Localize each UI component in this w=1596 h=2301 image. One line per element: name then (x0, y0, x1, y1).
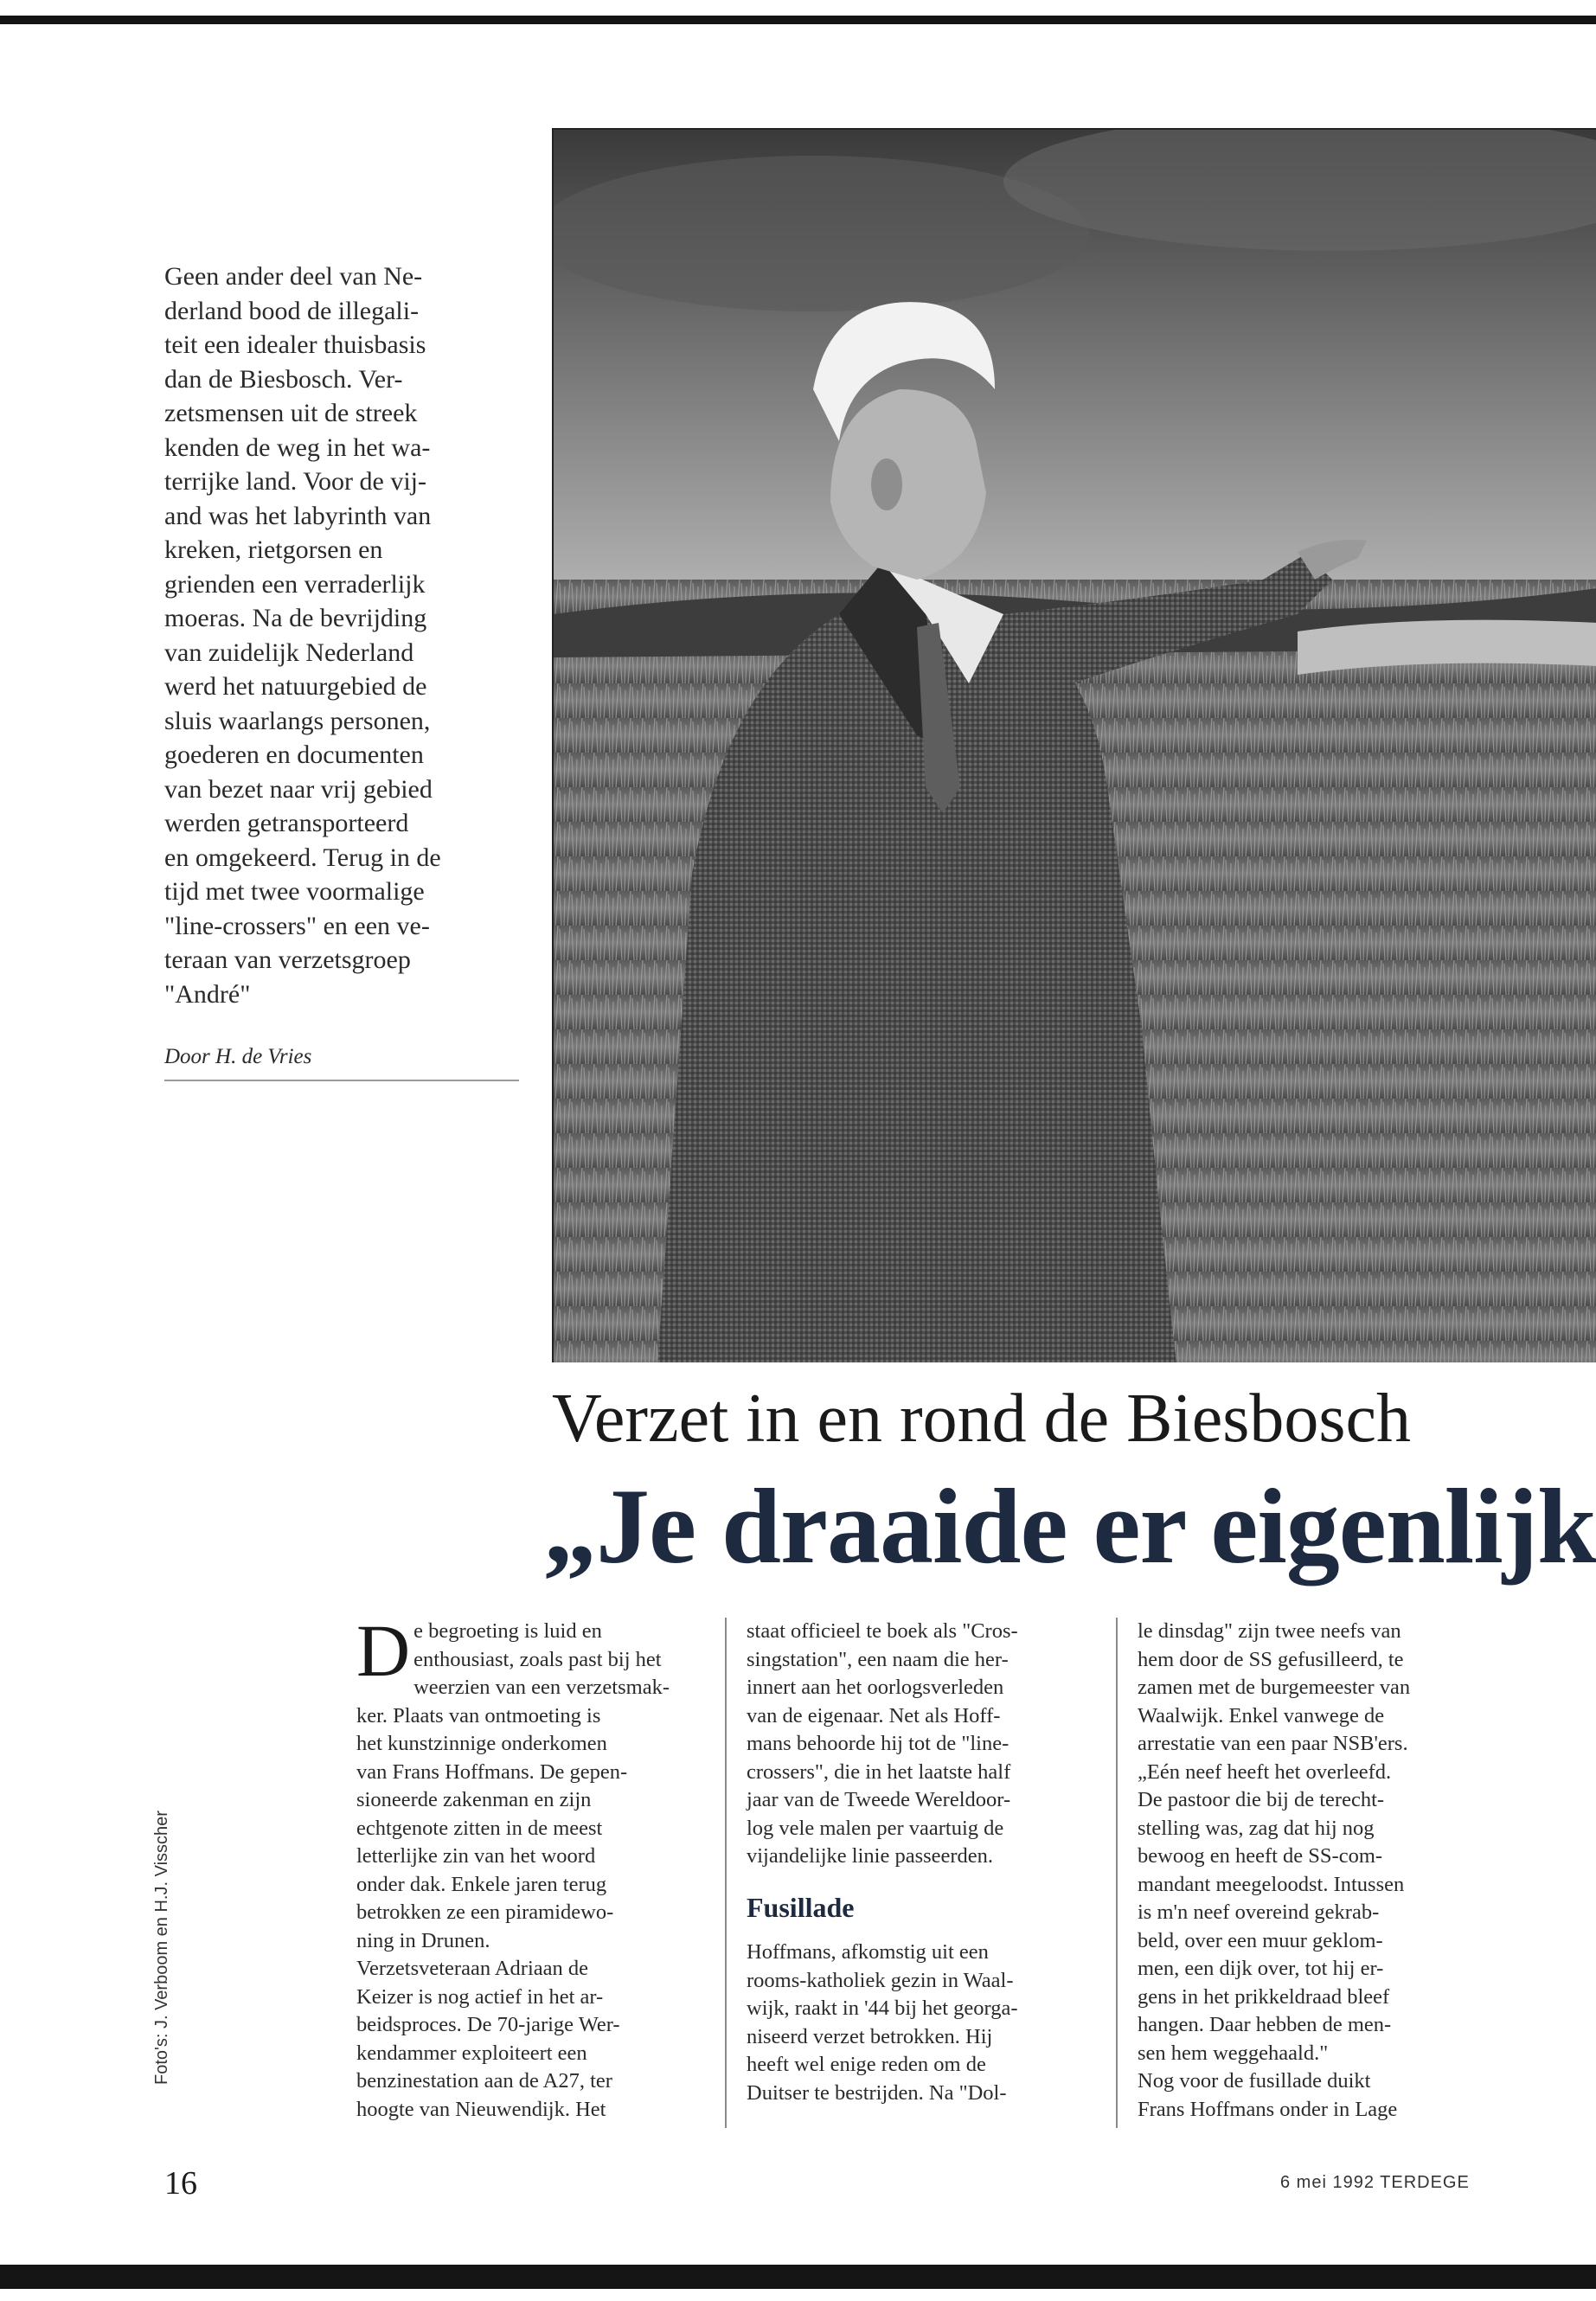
intro-line: van zuidelijk Nederland (164, 638, 414, 667)
body-line: echtgenote zitten in de meest (356, 1816, 603, 1840)
intro-line: goederen en documenten (164, 740, 424, 769)
body-line: van Frans Hoffmans. De gepen- (356, 1759, 628, 1784)
body-line: arrestatie van een paar NSB'ers. (1138, 1732, 1408, 1755)
body-line: crossers", die in het laatste half (747, 1759, 1011, 1784)
photo-man-pointing-biesbosch (552, 128, 1596, 1362)
intro-line: derland bood de illegali- (164, 296, 420, 325)
intro-line: "André" (164, 979, 251, 1009)
body-line: Frans Hoffmans onder in Lage (1138, 2097, 1398, 2121)
body-line: het kunstzinnige onderkomen (356, 1732, 607, 1755)
bottom-border-rule (0, 2265, 1596, 2289)
article-headline: „Je draaide er eigenlijk (543, 1467, 1596, 1586)
body-line: mandant meegeloodst. Intussen (1138, 1872, 1405, 1896)
body-line: mans behoorde hij tot de "line- (747, 1732, 1010, 1755)
body-line: sen hem weggehaald." (1138, 2041, 1329, 2065)
body-line: benzinestation aan de A27, ter (356, 2069, 612, 2093)
body-line: staat officieel te boek als "Cros- (747, 1619, 1018, 1643)
issue-info: 6 mei 1992 TERDEGE (1280, 2173, 1470, 2192)
body-line: hem door de SS gefusilleerd, te (1138, 1647, 1404, 1671)
intro-text (164, 260, 521, 1011)
intro-line: tijd met twee voormalige (164, 877, 425, 906)
intro-line: sluis waarlangs personen, (164, 706, 431, 735)
column-divider (1116, 1618, 1118, 2128)
body-line: Waalwijk. Enkel vanwege de (1138, 1703, 1385, 1727)
body-line: betrokken ze een piramidewo- (356, 1900, 614, 1924)
body-column-1 (356, 1609, 702, 2124)
body-line: kendammer exploiteert een (356, 2041, 587, 2065)
body-line: gens in het prikkeldraad bleef (1138, 1984, 1390, 2009)
body-line: enthousiast, zoals past bij het (413, 1647, 662, 1671)
top-border-rule (0, 16, 1596, 24)
body-line: Nog voor de fusillade duikt (1138, 2069, 1371, 2093)
body-line: onder dak. Enkele jaren terug (356, 1872, 607, 1896)
body-line: bewoog en heeft de SS-com- (1138, 1844, 1383, 1868)
intro-line: grienden een verraderlijk (164, 569, 426, 599)
byline: Door H. de Vries (164, 1045, 312, 1068)
body-line: van de eigenaar. Net als Hoff- (747, 1703, 1001, 1727)
body-line: rooms-katholiek gezin in Waal- (747, 1968, 1014, 1992)
body-line: Keizer is nog actief in het ar- (356, 1984, 604, 2009)
intro-line: and was het labyrinth van (164, 501, 432, 530)
intro-line: zetsmensen uit de streek (164, 399, 418, 427)
photo-illustration (554, 130, 1596, 1362)
body-line: niseerd verzet betrokken. Hij (747, 2024, 993, 2048)
body-line: beld, over een muur geklom- (1138, 1928, 1383, 1952)
column-divider (725, 1618, 727, 2128)
body-line: Duitser te bestrijden. Na "Dol- (747, 2080, 1007, 2105)
body-line: zamen met de burgemeester van (1138, 1676, 1411, 1699)
body-line: Hoffmans, afkomstig uit een (747, 1940, 989, 1964)
body-line: vijandelijke linie passeerden. (747, 1844, 994, 1868)
body-line: letterlijke zin van het woord (356, 1844, 596, 1868)
body-line: ning in Drunen. (356, 1928, 490, 1952)
body-line: Verzetsveteraan Adriaan de (356, 1957, 588, 1980)
intro-line: kreken, rietgorsen en (164, 535, 383, 564)
body-line: log vele malen per vaartuig de (747, 1816, 1004, 1840)
intro-line: teraan van verzetsgroep (164, 945, 411, 974)
body-line: jaar van de Tweede Wereldoor- (747, 1788, 1011, 1811)
body-line: innert aan het oorlogsverleden (747, 1676, 1004, 1699)
intro-line: kenden de weg in het wa- (164, 433, 431, 462)
intro-line: Geen ander deel van Ne- (164, 262, 423, 291)
body-line: le dinsdag" zijn twee neefs van (1138, 1619, 1401, 1643)
intro-line: en omgekeerd. Terug in de (164, 843, 441, 872)
intro-line: "line-crossers" en een ve- (164, 911, 430, 940)
body-line: men, een dijk over, tot hij er- (1138, 1957, 1384, 1980)
body-line: ker. Plaats van ontmoeting is (356, 1703, 601, 1727)
body-line: beidsproces. De 70-jarige Wer- (356, 2013, 620, 2036)
body-line: stelling was, zag dat hij nog (1138, 1816, 1375, 1840)
body-line: is m'n neef overeind gekrab- (1138, 1900, 1380, 1924)
intro-line: moeras. Na de bevrijding (164, 604, 427, 632)
intro-line: teit een idealer thuisbasis (164, 330, 426, 359)
intro-divider (164, 1080, 519, 1081)
body-line: singstation", een naam die her- (747, 1647, 1009, 1671)
body-line: sioneerde zakenman en zijn (356, 1788, 592, 1811)
body-line: hoogte van Nieuwendijk. Het (356, 2097, 606, 2121)
intro-line: van bezet naar vrij gebied (164, 774, 433, 804)
body-line: „Eén neef heeft het overleefd. (1138, 1759, 1392, 1784)
body-line: heeft wel enige reden om de (747, 2053, 986, 2076)
body-line: wijk, raakt in '44 bij het georga- (747, 1997, 1018, 2020)
body-line: weerzien van een verzetsmak- (413, 1676, 670, 1699)
intro-line: dan de Biesbosch. Ver- (164, 364, 403, 394)
body-column-2 (747, 1618, 1093, 2107)
drop-cap: D (356, 1609, 411, 1692)
intro-line: terrijke land. Voor de vij- (164, 467, 426, 496)
photo-credit: Foto's: J. Verboom en H.J. Visscher (152, 1811, 171, 2085)
body-column-3 (1138, 1618, 1484, 2124)
body-line: e begroeting is luid en (413, 1619, 602, 1643)
body-line: De pastoor die bij de terecht- (1138, 1788, 1385, 1811)
intro-line: werden getransporteerd (164, 809, 409, 837)
section-subhead: Fusillade (747, 1891, 855, 1923)
page-number: 16 (164, 2165, 197, 2202)
body-line: hangen. Daar hebben de men- (1138, 2013, 1392, 2036)
article-kicker: Verzet in en rond de Biesbosch (552, 1381, 1412, 1457)
intro-line: werd het natuurgebied de (164, 672, 427, 701)
